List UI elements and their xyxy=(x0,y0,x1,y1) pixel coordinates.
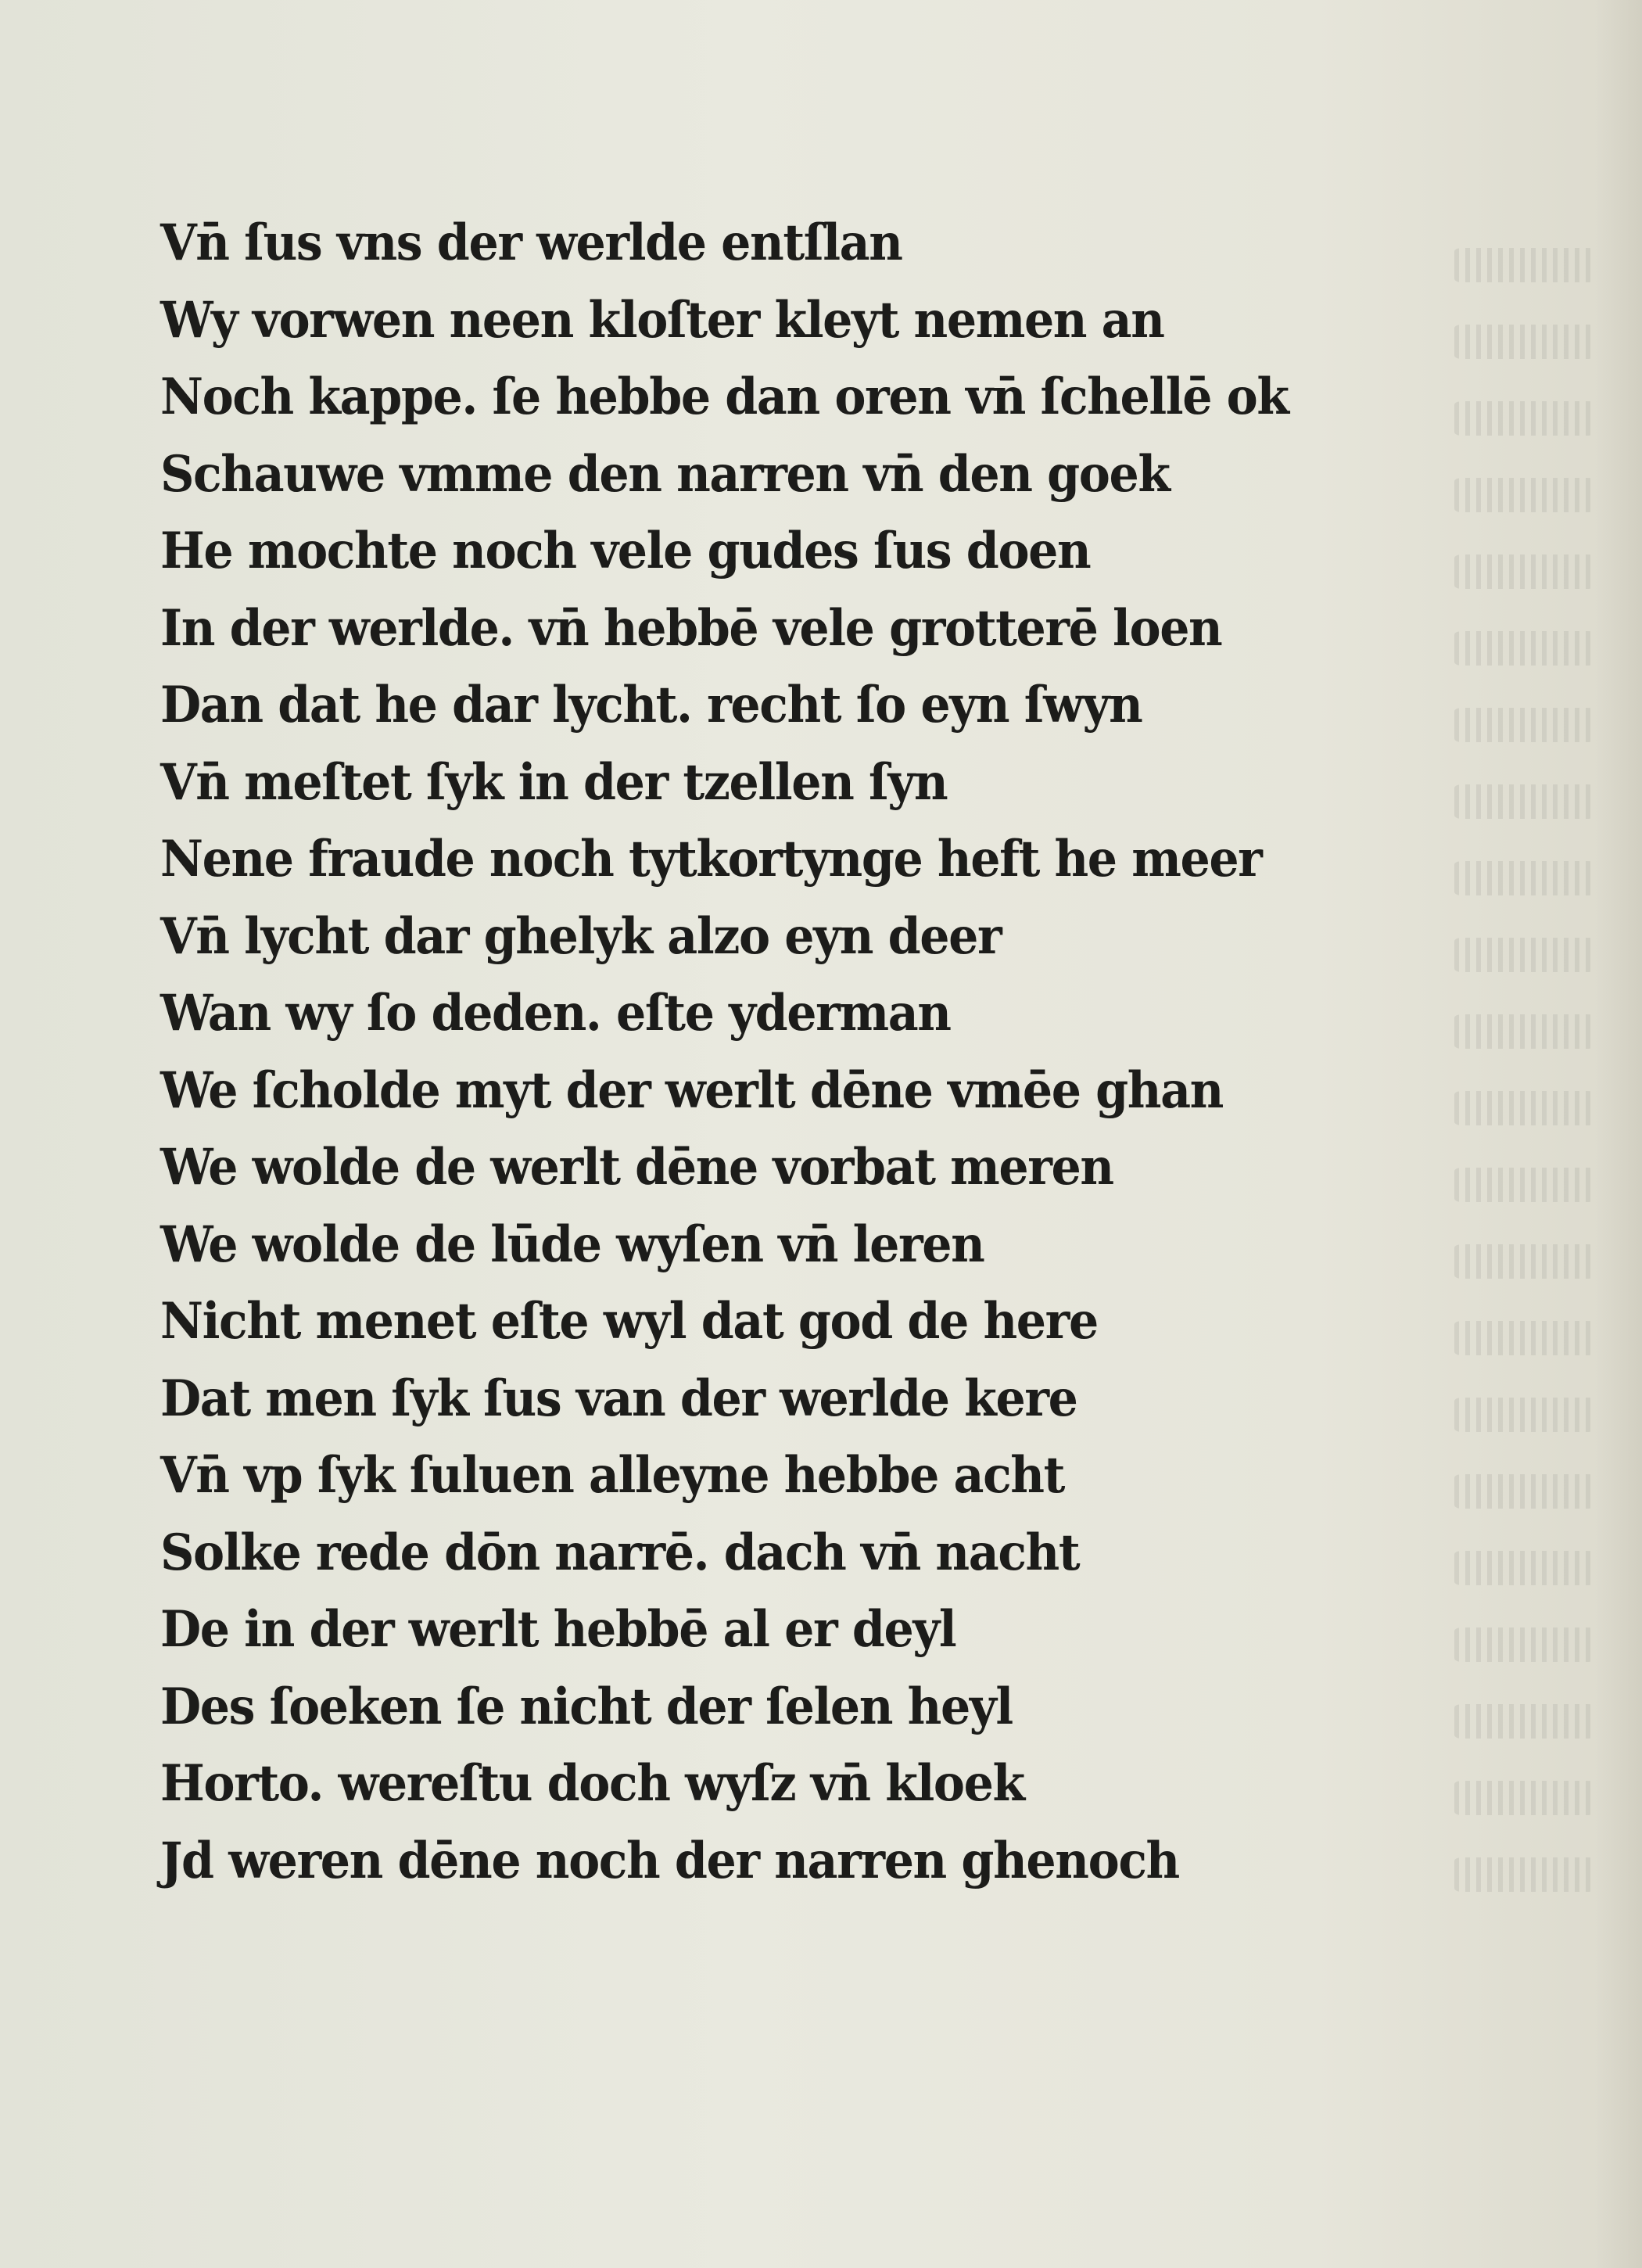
text-line: We wolde de lūde wyſen vn̄ leren xyxy=(160,1215,984,1274)
text-line: Nene fraude noch tytkortynge heft he meer xyxy=(160,830,1262,888)
text-line: He mochte noch vele gudes ſus doen xyxy=(160,522,1091,580)
text-line: Nicht menet eſte wyl dat god de here xyxy=(160,1292,1098,1351)
poem-text-block xyxy=(160,205,1505,1900)
text-line: Wy vorwen neen kloſter kleyt nemen an xyxy=(160,290,1164,350)
text-line: Vn̄ ſus vns der werlde entſlan xyxy=(160,214,902,272)
text-line: Dat men ſyk ſus van der werlde kere xyxy=(160,1369,1077,1428)
text-line: Wan wy ſo deden. eſte yderman xyxy=(160,984,951,1042)
text-line: Schauwe vmme den narren vn̄ den goek xyxy=(160,444,1170,504)
text-line: Noch kappe. ſe hebbe dan oren vn̄ ſchellē ok xyxy=(160,368,1289,426)
text-line: Vn̄ vp ſyk ſuluen alleyne hebbe acht xyxy=(160,1446,1064,1505)
text-line: Jd weren dēne noch der narren ghenoch xyxy=(160,1831,1179,1890)
text-line: We wolde de werlt dēne vorbat meren xyxy=(160,1138,1113,1197)
text-line: We ſcholde myt der werlt dēne vmēe ghan xyxy=(160,1060,1224,1120)
text-line: Solke rede dōn narrē. dach vn̄ nacht xyxy=(160,1523,1080,1582)
text-line: Horto. wereſtu doch wyſz vn̄ kloek xyxy=(160,1754,1024,1813)
page-gutter-shadow xyxy=(1595,0,1642,2268)
text-line: Vn̄ lycht dar ghelyk alzo eyn deer xyxy=(160,906,1002,966)
text-line: Vn̄ meſtet ſyk in der tzellen ſyn xyxy=(160,752,948,812)
text-line: Des ſoeken ſe nicht der ſelen heyl xyxy=(160,1677,1013,1736)
text-line: De in der werlt hebbē al er deyl xyxy=(160,1600,956,1659)
text-line: In der werlde. vn̄ hebbē vele grotterē loen xyxy=(160,598,1222,658)
text-line: Dan dat he dar lycht. recht ſo eyn ſwyn xyxy=(160,676,1142,734)
